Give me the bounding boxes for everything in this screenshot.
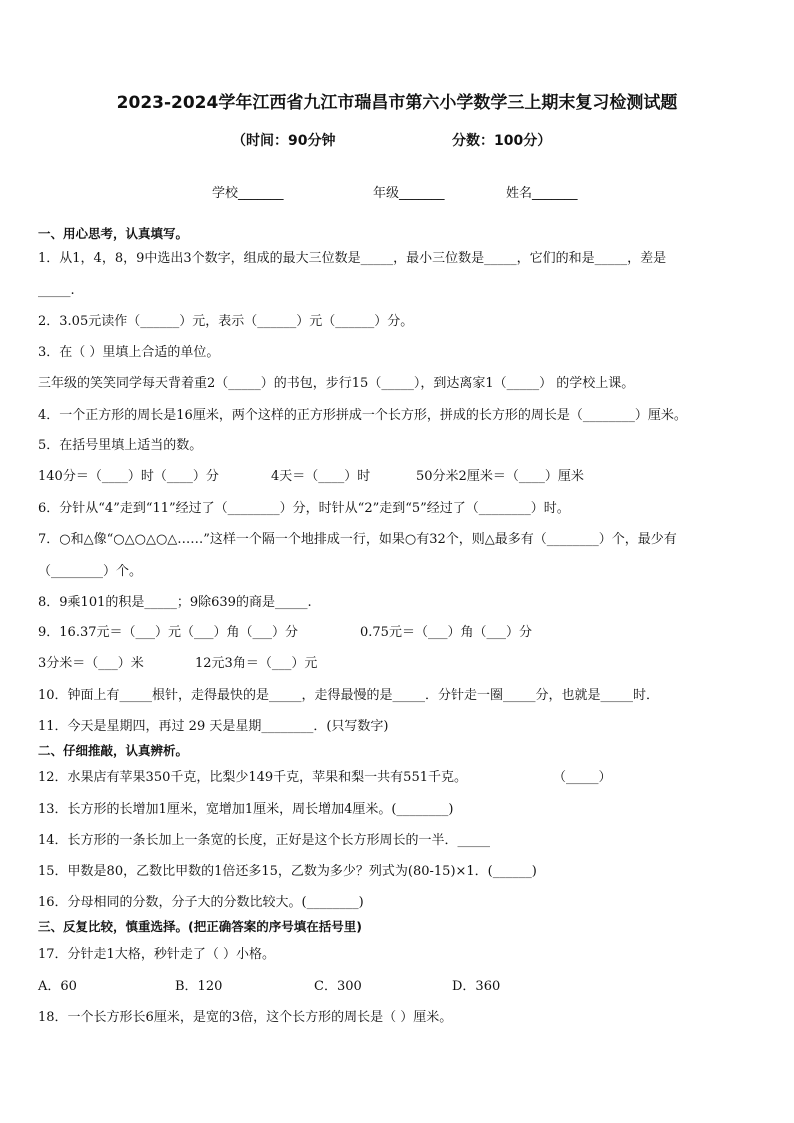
question-9-item-c: 3分米＝（___）米 <box>38 656 144 671</box>
question-18: 18．一个长方形长6厘米，是宽的3倍，这个长方形的周长是（ ）厘米。 <box>38 1010 453 1025</box>
question-9 <box>38 625 758 641</box>
exam-time: （时间：90分钟 <box>232 133 336 149</box>
question-1: 1．从1，4，8，9中选出3个数字，组成的最大三位数是_____，最小三位数是_____，它们的和是_____，差是 <box>38 251 667 266</box>
name-field: 姓名_______ <box>506 186 578 201</box>
question-6: 6．分针从“4”走到“11”经过了（________）分，时针从“2”走到“5”经过了（________）时。 <box>38 501 570 516</box>
question-15: 15．甲数是80，乙数比甲数的1倍还多15，乙数为多少？列式为(80-15)×1．(______) <box>38 864 537 879</box>
question-13: 13．长方形的长增加1厘米，宽增加1厘米，周长增加4厘米。(________) <box>38 802 454 817</box>
question-17: 17．分针走1大格，秒针走了（ ）小格。 <box>38 947 275 962</box>
option-c: C．300 <box>314 979 362 994</box>
question-12-blank: （_____） <box>553 770 612 785</box>
exam-score: 分数：100分） <box>452 133 552 149</box>
question-12-text: 12．水果店有苹果350千克，比梨少149千克，苹果和梨一共有551千克。 <box>38 770 467 785</box>
question-1-cont: _____. <box>38 283 75 298</box>
option-b: B．120 <box>175 979 223 994</box>
question-5-item-b: 4天＝（____）时 <box>271 469 371 484</box>
section-heading-2: 二、仔细推敲，认真辨析。 <box>38 743 189 758</box>
question-5-item-a: 140分＝（____）时（____）分 <box>38 469 219 484</box>
option-a: A．60 <box>38 979 77 994</box>
question-5-items <box>38 469 758 485</box>
question-8: 8．9乘101的积是_____；9除639的商是_____. <box>38 595 312 610</box>
question-5-item-c: 50分米2厘米＝（____）厘米 <box>416 469 584 484</box>
question-7: 7．○和△像“○△○△○△……”这样一个隔一个地排成一行，如果○有32个，则△最多有（________）个，最少有 <box>38 532 677 547</box>
question-11: 11．今天是星期四，再过 29 天是星期________．(只写数字) <box>38 719 389 734</box>
question-3: 3．在（ ）里填上合适的单位。 <box>38 345 220 360</box>
question-12 <box>38 770 758 786</box>
question-16: 16．分母相同的分数，分子大的分数比较大。(________) <box>38 895 364 910</box>
section-heading-3: 三、反复比较，慎重选择。(把正确答案的序号填在括号里) <box>38 919 362 934</box>
exam-title: 2023-2024学年江西省九江市瑞昌市第六小学数学三上期末复习检测试题 <box>116 93 678 113</box>
question-3-body: 三年级的笑笑同学每天背着重2（_____）的书包，步行15（_____），到达离家1（_____） 的学校上课。 <box>38 376 635 391</box>
question-14: 14．长方形的一条长加上一条宽的长度，正好是这个长方形周长的一半．_____ <box>38 833 491 848</box>
question-9-item-d: 12元3角＝（___）元 <box>195 656 318 671</box>
option-d: D．360 <box>452 979 501 994</box>
question-9-item-a: 9．16.37元＝（___）元（___）角（___）分 <box>38 625 298 640</box>
question-17-options <box>38 979 758 995</box>
grade-field: 年级_______ <box>373 186 445 201</box>
section-heading-1: 一、用心思考，认真填写。 <box>38 226 189 241</box>
question-9-item-b: 0.75元＝（___）角（___）分 <box>360 625 532 640</box>
question-4: 4．一个正方形的周长是16厘米，两个这样的正方形拼成一个长方形，拼成的长方形的周长是（________）厘米。 <box>38 408 687 423</box>
question-7-cont: （________）个。 <box>38 564 143 579</box>
school-field: 学校_______ <box>212 186 284 201</box>
question-10: 10．钟面上有_____根针，走得最快的是_____，走得最慢的是_____．分针走一圈_____分，也就是_____时． <box>38 688 660 703</box>
question-2: 2．3.05元读作（______）元，表示（______）元（______）分。 <box>38 314 414 329</box>
question-5: 5．在括号里填上适当的数。 <box>38 438 203 453</box>
question-9-row2 <box>38 656 758 672</box>
